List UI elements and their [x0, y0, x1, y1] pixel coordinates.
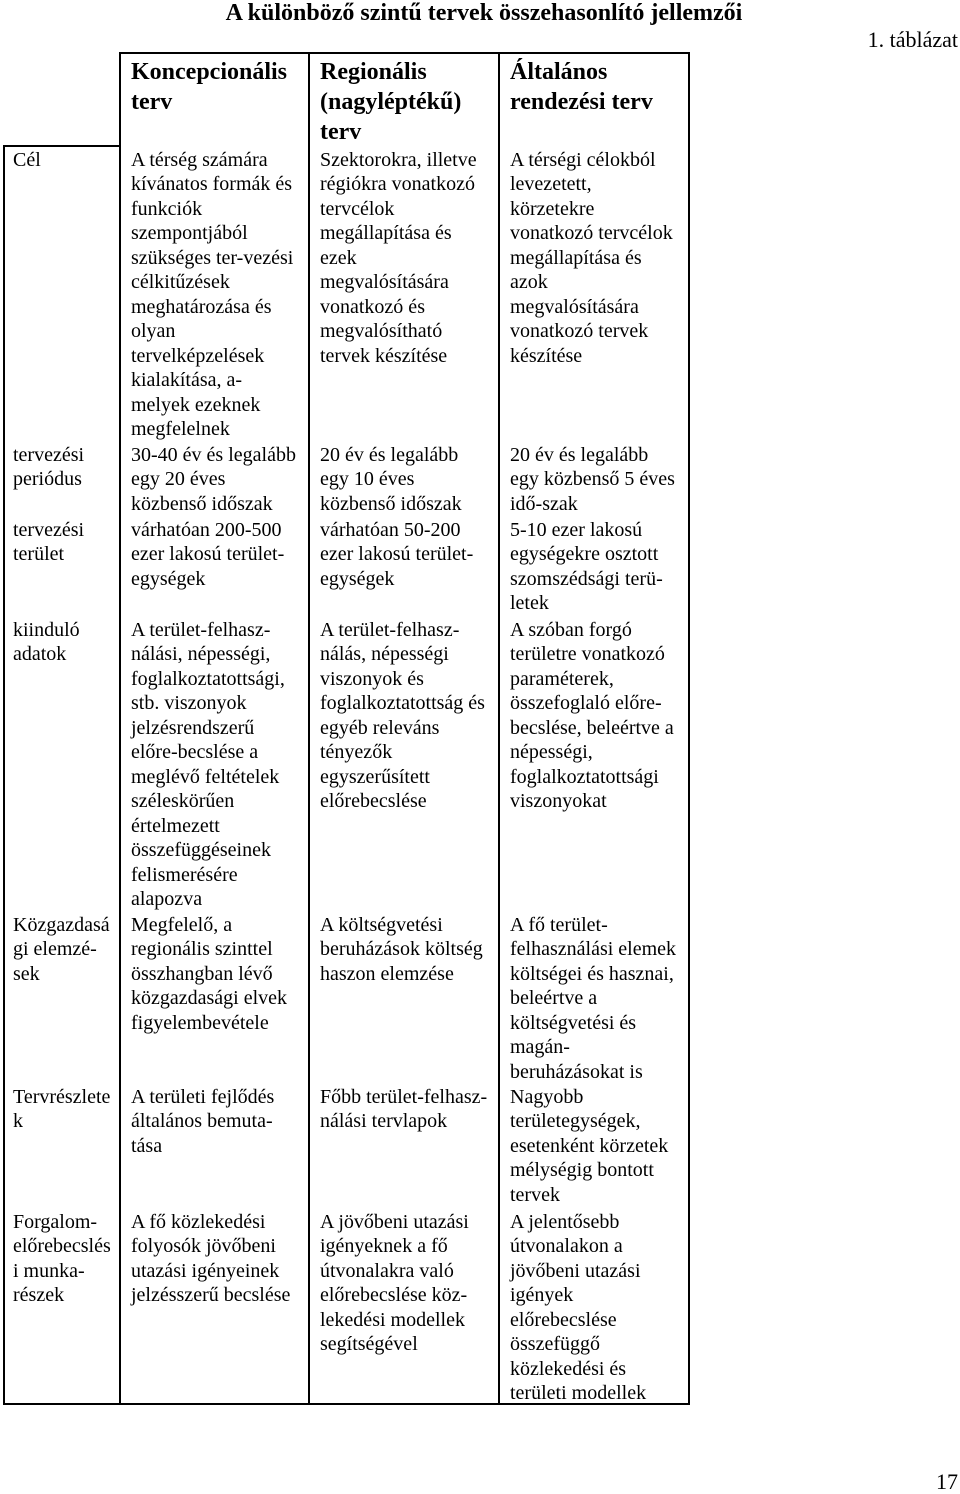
kozgazdasagi-altalanos-cell: A fő terület- felhasználási elemek költségei és hasznai, beleértve a költségvetési és magán- beruházásokat is: [500, 910, 690, 1082]
header-corner-cell: [3, 52, 121, 145]
tervreszletek-altalanos-cell: Nagyobb területegységek, esetenként körzetek mélységig bontott tervek: [500, 1082, 690, 1207]
row-label-kozgazdasagi-elemzesek: Közgazdasá gi elemzé- sek: [3, 910, 121, 1082]
cel-regionalis-cell: Szektorokra, illetve régiókra vonatkozó tervcélok megállapítása és ezek megvalósítására vonatkozó és megvalósítható tervek készítése: [310, 145, 500, 440]
forgalom-regionalis-cell: A jövőbeni utazási igényeknek a fő útvonalakra való előrebecslése köz- lekedési modellek segítségével: [310, 1207, 500, 1405]
kozgazdasagi-regionalis-cell: A költségvetési beruházások költség haszon elemzése: [310, 910, 500, 1082]
periodus-koncepcionalis-cell: 30-40 év és legalább egy 20 éves közbenső időszak: [121, 440, 310, 515]
periodus-altalanos-cell: 20 év és legalább egy közbenső 5 éves idő-szak: [500, 440, 690, 515]
header-altalanos: Általános rendezési terv: [500, 52, 690, 145]
row-label-cel: Cél: [3, 145, 121, 440]
row-label-kiindulo-adatok: kiinduló adatok: [3, 615, 121, 910]
adatok-regionalis-cell: A terület-felhasz- nálás, népességi viszonyok és foglalkoztatottság és egyéb releváns tényezők egyszerűsített előrebecslése: [310, 615, 500, 910]
adatok-koncepcionalis-cell: A terület-felhasz- nálási, népességi, foglalkoztatottsági, stb. viszonyok jelzésrendszerű előre-becslése a meglévő feltételek széleskörűen értelmezett összefüggéseinek felismerésére alapozva: [121, 615, 310, 910]
cel-koncepcionalis-cell: A térség számára kívánatos formák és funkciók szempontjából szükséges ter-vezési célkitűzések meghatározása és olyan tervelképzelések kialakítása, a- melyek ezeknek megfelelnek: [121, 145, 310, 440]
tervreszletek-regionalis-cell: Főbb terület-felhasz- nálási tervlapok: [310, 1082, 500, 1207]
row-label-tervezesi-periodus: tervezési periódus: [3, 440, 121, 515]
terulet-altalanos-cell: 5-10 ezer lakosú egységekre osztott szomszédsági terü- letek: [500, 515, 690, 615]
header-regionalis: Regionális (nagyléptékű) terv: [310, 52, 500, 145]
header-koncepcionalis: Koncepcionális terv: [121, 52, 310, 145]
periodus-regionalis-cell: 20 év és legalább egy 10 éves közbenső időszak: [310, 440, 500, 515]
terulet-koncepcionalis-cell: várhatóan 200-500 ezer lakosú terület- egységek: [121, 515, 310, 615]
row-label-tervreszletek: Tervrészlete k: [3, 1082, 121, 1207]
page-number: 17: [936, 1469, 958, 1494]
row-label-forgalom-elorebecsles: Forgalom- előrebecslés i munka- részek: [3, 1207, 121, 1405]
row-label-tervezesi-terulet: tervezési terület: [3, 515, 121, 615]
adatok-altalanos-cell: A szóban forgó területre vonatkozó paraméterek, összefoglaló előre- becslése, beleértve a népességi, foglalkoztatottsági viszonyokat: [500, 615, 690, 910]
comparison-table: [3, 52, 690, 1405]
terulet-regionalis-cell: várhatóan 50-200 ezer lakosú terület- egységek: [310, 515, 500, 615]
cel-altalanos-cell: A térségi célokból levezetett, körzetekre vonatkozó tervcélok megállapítása és azok megvalósítására vonatkozó tervek készítése: [500, 145, 690, 440]
document-title: A különböző szintű tervek összehasonlító jellemzői: [225, 0, 743, 26]
kozgazdasagi-koncepcionalis-cell: Megfelelő, a regionális szinttel összhangban lévő közgazdasági elvek figyelembevétele: [121, 910, 310, 1082]
table-label: 1. táblázat: [867, 27, 958, 52]
tervreszletek-koncepcionalis-cell: A területi fejlődés általános bemuta- tása: [121, 1082, 310, 1207]
forgalom-altalanos-cell: A jelentősebb útvonalakon a jövőbeni utazási igények előrebecslése összefüggő közlekedési és területi modellek: [500, 1207, 690, 1405]
forgalom-koncepcionalis-cell: A fő közlekedési folyosók jövőbeni utazási igényeinek jelzésszerű becslése: [121, 1207, 310, 1405]
